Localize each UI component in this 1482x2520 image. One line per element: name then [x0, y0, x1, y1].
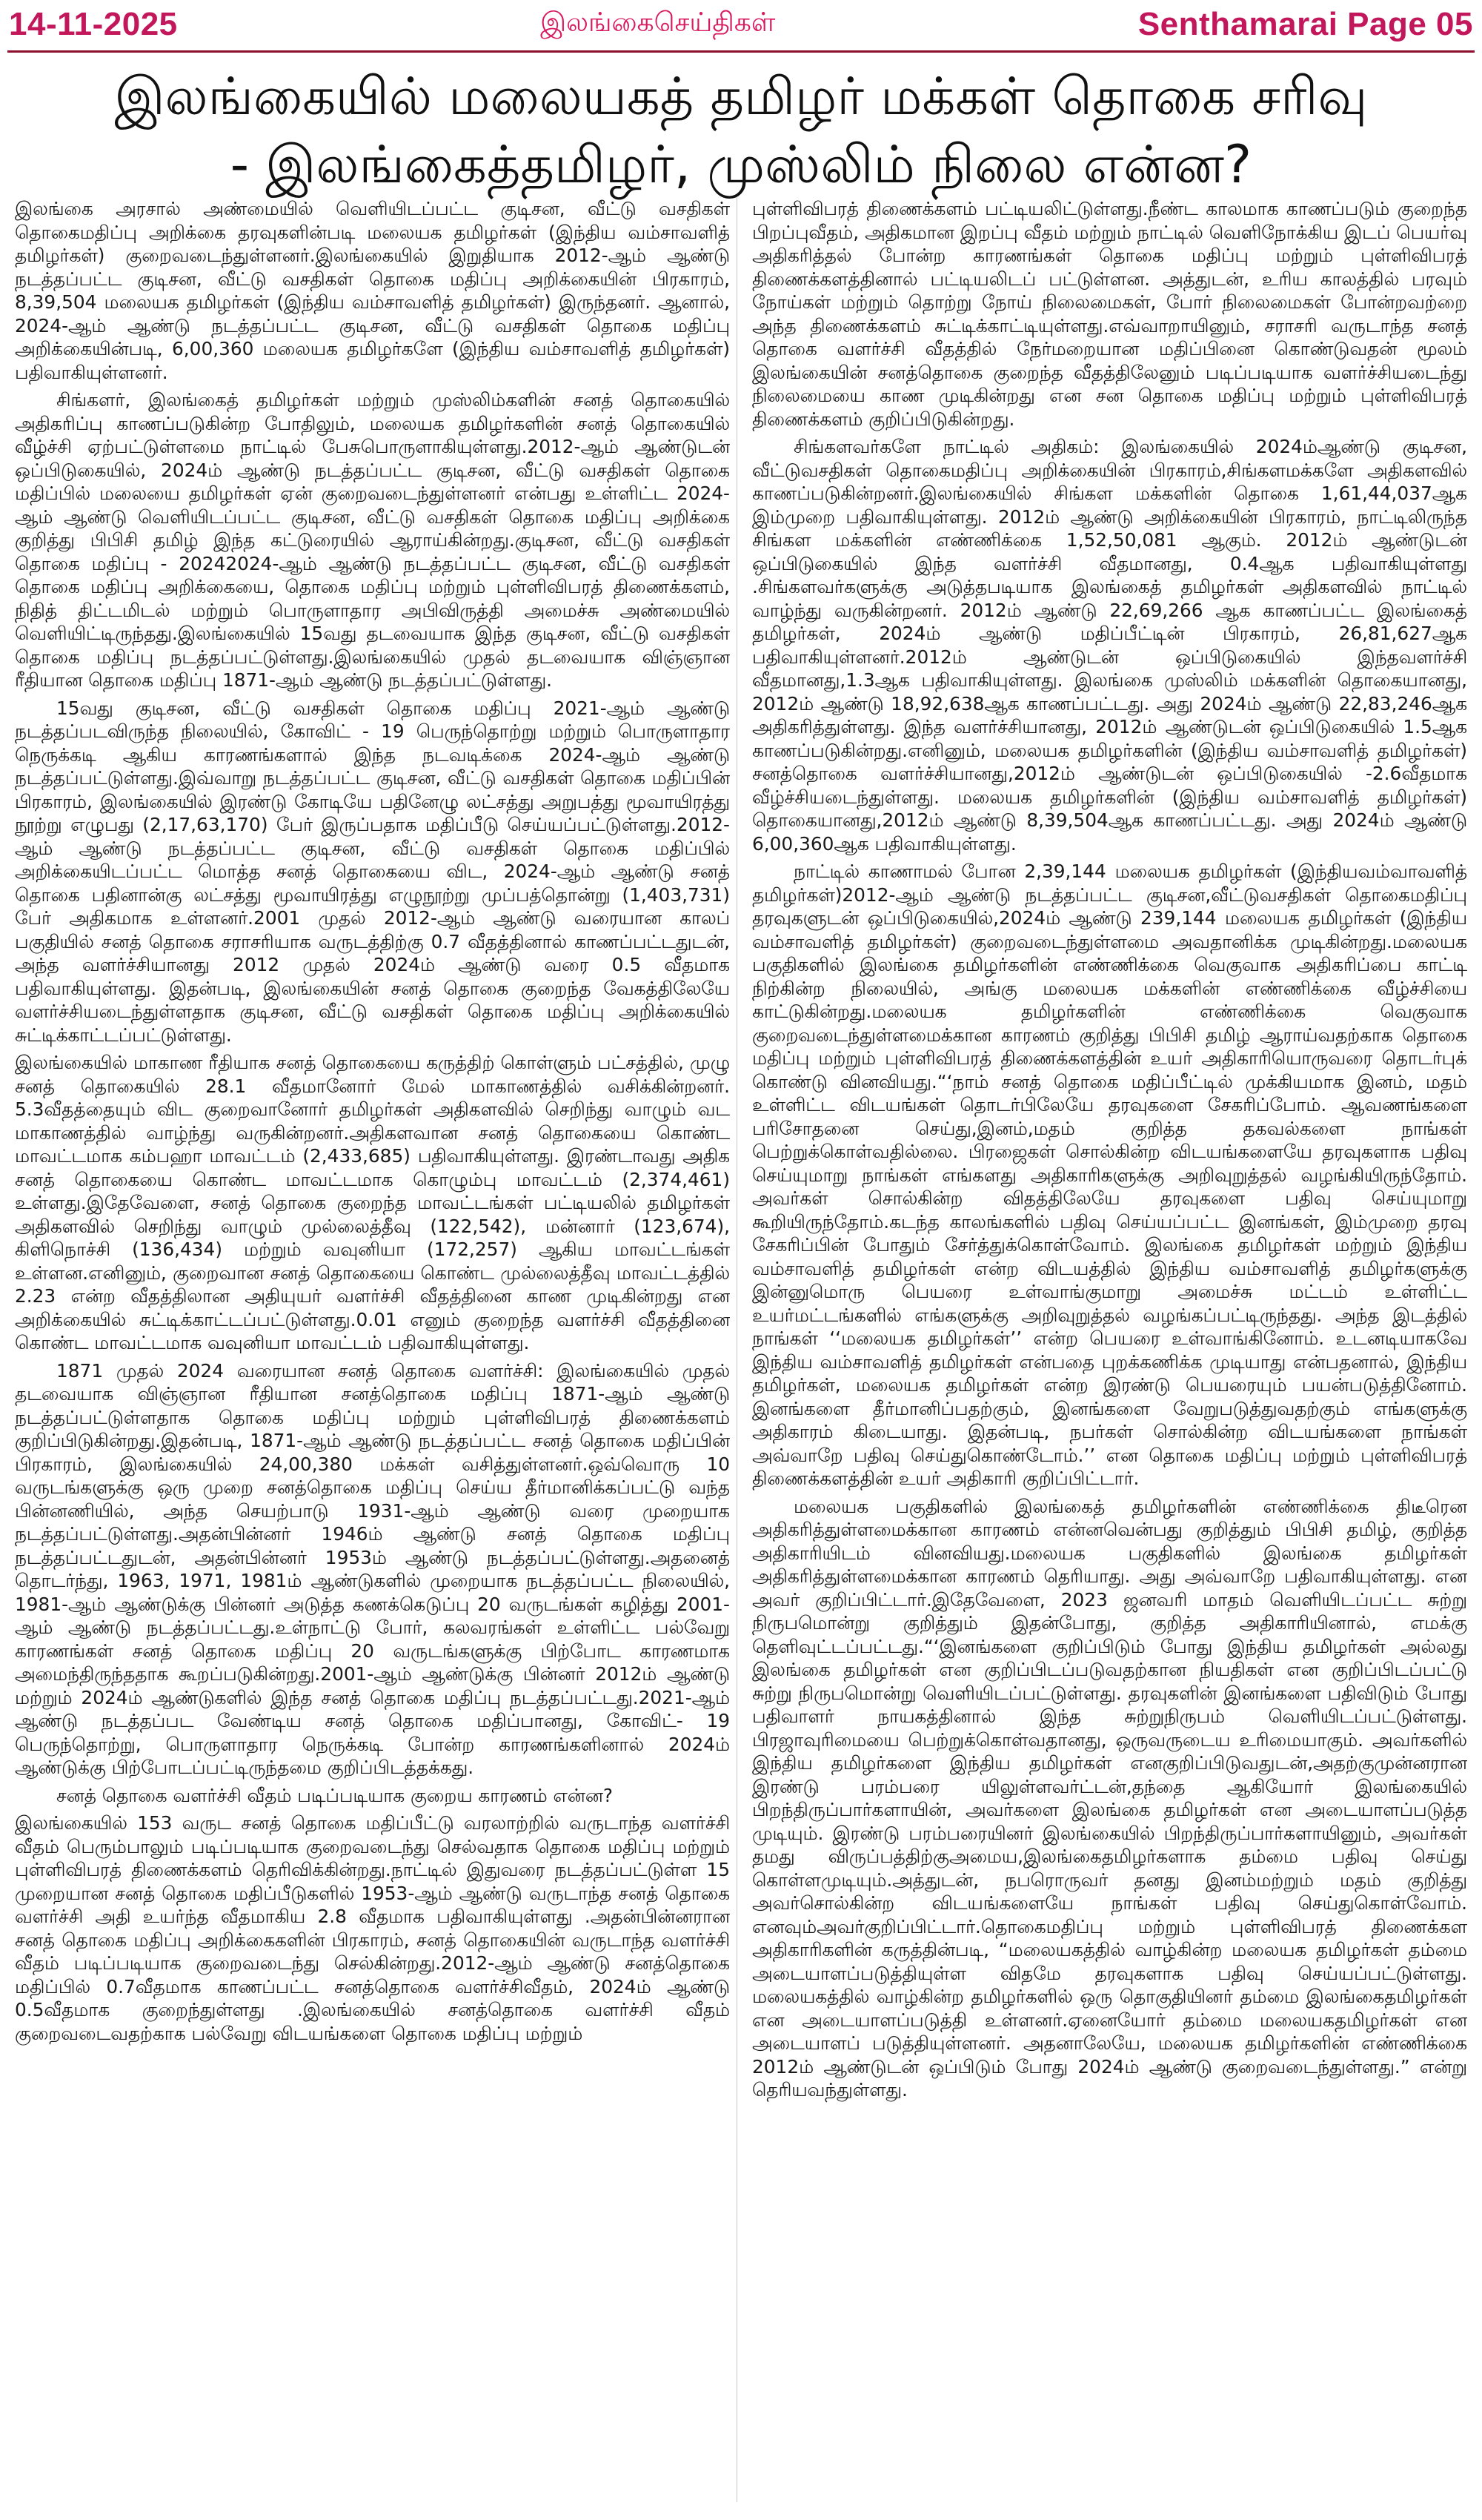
article-body [15, 197, 1467, 2510]
paragraph: இலங்கையில் 153 வருட சனத் தொகை மதிப்பீட்டு வரலாற்றில் வருடாந்த வளர்ச்சி வீதம் பெரும்பாலும் படிப்படியாக குறைவடைந்து செல்வதாக தொகை மதிப்பு மற்றும் புள்ளிவிபரத் திணைக்களம் தெரிவிக்கின்றது.நாட்டில் இதுவரை நடத்தப்பட்டுள்ள 15 முறையான சனத் தொகை மதிப்பீடுகளில் 1953-ஆம் ஆண்டு வருடாந்த சனத் தொகை வளர்ச்சி அதி உயர்ந்த வீதமாகிய 2.8 வீதமாக பதிவாகியுள்ளது .அதன்பின்னரான சனத் தொகை மதிப்பு அறிக்கைகளின் பிரகாரம், சனத் தொகையின் வருடாந்த வளர்ச்சி வீதம் படிப்படியாக குறைவடைந்து செல்கின்றது.2012-ஆம் ஆண்டு சனத்தொகை மதிப்பில் 0.7வீதமாக காணப்பட்ட சனத்தொகை வளர்ச்சிவீதம், 2024ம் ஆண்டு 0.5வீதமாக குறைந்துள்ளது .இலங்கையில் சனத்தொகை வளர்ச்சி வீதம் குறைவடைவதற்காக பல்வேறு விடயங்களை தொகை மதிப்பு மற்றும் [15, 1812, 730, 2044]
article-subheading: சனத் தொகை வளர்ச்சி வீதம் படிப்படியாக குறைய காரணம் என்ன? [56, 1784, 614, 1806]
section-title: இலங்கைசெய்திகள் [540, 7, 776, 38]
paragraph: சிங்களர், இலங்கைத் தமிழர்கள் மற்றும் முஸ்லிம்களின் சனத் தொகையில் அதிகரிப்பு காணப்படுகின்ற போதிலும், மலையக தமிழர்களின் சனத் தொகையில் வீழ்ச்சி ஏற்பட்டுள்ளமை நாட்டில் பேசுபொருளாகியுள்ளது.2012-ஆம் ஆண்டுடன் ஒப்பிடுகையில், 2024ம் ஆண்டு நடத்தப்பட்ட குடிசன, வீட்டு வசதிகள் தொகை மதிப்பில் மலையை தமிழர்கள் ஏன் குறைவடைந்துள்ளனர் என்பது உள்ளிட்ட 2024-ஆம் ஆண்டு வெளியிடப்பட்ட குடிசன, வீட்டு வசதிகள் தொகை மதிப்பு அறிக்கை குறித்து பிபிசி தமிழ் இந்த கட்டுரையில் ஆராய்கின்றது.குடிசன, வீட்டு வசதிகள் தொகை மதிப்பு - 20242024-ஆம் ஆண்டு நடத்தப்பட்ட குடிசன, வீட்டு வசதிகள் தொகை மதிப்பு அறிக்கையை, தொகை மதிப்பு மற்றும் புள்ளிவிபரத் திணைக்களம், நிதித் திட்டமிடல் மற்றும் பொருளாதார அபிவிருத்தி அமைச்சு அண்மையில் வெளியிட்டிருந்தது.இலங்கையில் 15வது தடவையாக இந்த குடிசன, வீட்டு வசதிகள் தொகை மதிப்பு நடத்தப்பட்டுள்ளது.இலங்கையில் முதல் தடவையாக விஞ்ஞான ரீதியான தொகை மதிப்பு 1871-ஆம் ஆண்டு நடத்தப்பட்டுள்ளது. [15, 389, 730, 691]
headline-line-1: இலங்கையில் மலையகத் தமிழர் மக்கள் தொகை சரிவு [114, 66, 1368, 127]
paragraph: நாட்டில் காணாமல் போன 2,39,144 மலையக தமிழர்கள் (இந்தியவம்வாவளித் தமிழர்கள்)2012-ஆம் ஆண்டு நடத்தப்பட்ட குடிசன,வீட்டுவசதிகள் தொகைமதிப்பு தரவுகளுடன் ஒப்பிடுகையில்,2024ம் ஆண்டு 239,144 மலையக தமிழர்கள் (இந்திய வம்சாவளித் தமிழர்கள்) குறைவடைந்துள்ளமை அவதானிக்க முடிகின்றது.மலையக பகுதிகளில் இலங்கை தமிழர்களின் எண்ணிக்கை வெகுவாக அதிகரிப்பை காட்டி நிற்கின்ற நிலையில், அங்கு மலையக மக்களின் எண்ணிக்கை வீழ்ச்சியை காட்டுகின்றது.மலையக தமிழர்களின் எண்ணிக்கை வெகுவாக குறைவடைந்துள்ளமைக்கான காரணம் குறித்து பிபிசி தமிழ் ஆராய்வதற்காக தொகை மதிப்பு மற்றும் புள்ளிவிபரத் திணைக்களத்தின் உயர் அதிகாரியொருவரை தொடர்புக் கொண்டு வினவியது.“‘நாம் சனத் தொகை மதிப்பீட்டில் முக்கியமாக இனம், மதம் உள்ளிட்ட விடயங்கள் தொடர்பிலேயே தரவுகளை சேகரிப்போம். ஆவணங்களை பரிசோதனை செய்து,இனம்,மதம் குறித்த தகவல்களை நாங்கள் பெற்றுக்கொள்வதில்லை. பிரஜைகள் சொல்கின்ற விடயங்களையே தரவுகளாக பதிவு செய்யுமாறு நாங்கள் எங்களது அதிகாரிகளுக்கு அறிவுறுத்தல் வழங்கியிருந்தோம். அவர்கள் சொல்கின்ற விதத்திலேயே தரவுகளை பதிவு செய்யுமாறு கூறியிருந்தோம்.கடந்த காலங்களில் பதிவு செய்யப்பட்ட இனங்கள், இம்முறை தரவு சேகரிப்பின் போதும் சேர்த்துக்கொள்வோம். இலங்கை தமிழர்கள் மற்றும் இந்திய வம்சாவளித் தமிழர்கள் என்ற விடயத்தில் இந்திய வம்சாவளித் தமிழர்களுக்கு இன்னுமொரு பெயரை உள்வாங்குமாறு அமைச்சு மட்டம் உள்ளிட்ட உயர்மட்டங்களில் எங்களுக்கு அறிவுறுத்தல் வழங்கப்பட்டிருந்தது. அந்த இடத்தில் நாங்கள் ‘‘மலையக தமிழர்கள்’’ என்ற பெயரை உள்வாங்கினோம். உடனடியாகவே இந்திய வம்சாவளித் தமிழர்கள் என்பதை புறக்கணிக்க முடியாது என்பதனால், இந்திய தமிழர்கள், மலையக தமிழர்கள் என்ற இரண்டு பெயரையும் பயன்படுத்தினோம். இனங்களை தீர்மானிப்பதற்கும், இனங்களை வேறுபடுத்துவதற்கும் எங்களுக்கு அதிகாரம் கிடையாது. இதன்படி, நபர்கள் சொல்கின்ற விடயங்களை நாங்கள் அவ்வாறே பதிவு செய்துகொண்டோம்.’’ என தொகை மதிப்பு மற்றும் புள்ளிவிபரத் திணைக்களத்தின் உயர் அதிகாரி குறிப்பிட்டார். [752, 861, 1467, 1489]
page-header [0, 0, 1482, 49]
issue-date: 14-11-2025 [9, 6, 178, 42]
paragraph: 15வது குடிசன, வீட்டு வசதிகள் தொகை மதிப்பு 2021-ஆம் ஆண்டு நடத்தப்படவிருந்த நிலையில், கோவிட் - 19 பெருந்தொற்று மற்றும் பொருளாதார நெருக்கடி ஆகிய காரணங்களால் இந்த நடவடிக்கை 2024-ஆம் ஆண்டு நடத்தப்பட்டுள்ளது.இவ்வாறு நடத்தப்பட்ட குடிசன, வீட்டு வசதிகள் தொகை மதிப்பின் பிரகாரம், இலங்கையில் இரண்டு கோடியே பதினேழு லட்சத்து அறுபத்து மூவாயிரத்து நூற்று எழுபது (2,17,63,170) பேர் இருப்பதாக மதிப்பீடு செய்யப்பட்டுள்ளது.2012-ஆம் ஆண்டு நடத்தப்பட்ட குடிசன, வீட்டு வசதிகள் தொகை மதிப்பில் அறிக்கையிடப்பட்ட மொத்த சனத் தொகையை விட, 2024-ஆம் ஆண்டு சனத் தொகை பதினான்கு லட்சத்து மூவாயிரத்து எழுநூற்று முப்பத்தொன்று (1,403,731) பேர் அதிகமாக உள்ளனர்.2001 முதல் 2012-ஆம் ஆண்டு வரையான காலப் பகுதியில் சனத் தொகை சராசரியாக வருடத்திற்கு 0.7 வீதத்தினால் காணப்பட்டதுடன், அந்த வளர்ச்சியானது 2012 முதல் 2024ம் ஆண்டு வரை 0.5 வீதமாக பதிவாகியுள்ளது. இதன்படி, இலங்கையின் சனத் தொகை குறைந்த வேகத்திலேயே வளர்ச்சியடைந்துள்ளதாக குடிசன, வீட்டு வசதிகள் தொகை மதிப்பு அறிக்கையில் சுட்டிக்காட்டப்பட்டுள்ளது. [15, 697, 730, 1046]
paragraph: இலங்கையில் மாகாண ரீதியாக சனத் தொகையை கருத்திற் கொள்ளும் பட்சத்தில், முழு சனத் தொகையில் 28.1 வீதமானோர் மேல் மாகாணத்தில் வசிக்கின்றனர். 5.3வீதத்தையும் விட குறைவானோர் தமிழர்கள் அதிகளவில் செறிந்து வாழும் வட மாகாணத்தில் வாழ்ந்து வருகின்றனர்.அதிகளவான சனத் தொகையை கொண்ட மாவட்டமாக கம்பஹா மாவட்டம் (2,433,685) பதிவாகியுள்ளது. இரண்டாவது அதிக சனத் தொகையை கொண்ட மாவட்டமாக கொழும்பு மாவட்டம் (2,374,461) உள்ளது.இதேவேளை, சனத் தொகை குறைந்த மாவட்டங்கள் பட்டியலில் தமிழர்கள் அதிகளவில் செறிந்து வாழும் முல்லைத்தீவு (122,542), மன்னார் (123,674), கிளிநொச்சி (136,434) மற்றும் வவுனியா (172,257) ஆகிய மாவட்டங்கள் உள்ளன.எனினும், குறைவான சனத் தொகையை கொண்ட முல்லைத்தீவு மாவட்டத்தில் 2.23 என்ற வீதத்திலான அதியுயர் வளர்ச்சி வீதத்தினை காண முடிகின்றது என அறிக்கையில் சுட்டிக்காட்டப்பட்டுள்ளது.0.01 எனும் குறைந்த வளர்ச்சி வீதத்தினை கொண்ட மாவட்டமாக வவுனியா மாவட்டம் பதிவாகியுள்ளது. [15, 1052, 730, 1353]
column-right [752, 197, 1467, 2510]
column-left [15, 197, 730, 2510]
article-headline [22, 62, 1460, 199]
paragraph: இலங்கை அரசால் அண்மையில் வெளியிடப்பட்ட குடிசன, வீட்டு வசதிகள் தொகைமதிப்பு அறிக்கை தரவுகளின்படி மலையக தமிழர்கள் (இந்திய வம்சாவளித் தமிழர்கள்) குறைவடைந்துள்ளனர்.இலங்கையில் இறுதியாக 2012-ஆம் ஆண்டு நடத்தப்பட்ட குடிசன, வீட்டு வசதிகள் தொகை மதிப்பு அறிக்கையின் பிரகாரம், 8,39,504 மலையக தமிழர்கள் (இந்திய வம்சாவளித் தமிழர்கள்) இருந்தனர். ஆனால், 2024-ஆம் ஆண்டு நடத்தப்பட்ட குடிசன, வீட்டு வசதிகள் தொகை மதிப்பு அறிக்கையின்படி, 6,00,360 மலையக தமிழர்களே (இந்திய வம்சாவளித் தமிழர்கள்) பதிவாகியுள்ளனர். [15, 198, 730, 383]
headline-line-2: - இலங்கைத்தமிழர், முஸ்லிம் நிலை என்ன? [230, 134, 1252, 195]
page-label: Senthamarai Page 05 [1137, 6, 1473, 42]
paragraph: சிங்களவர்களே நாட்டில் அதிகம்: இலங்கையில் 2024ம்ஆண்டு குடிசன, வீட்டுவசதிகள் தொகைமதிப்பு அறிக்கையின் பிரகாரம்,சிங்களமக்களே அதிகளவில் காணப்படுகின்றனர்.இலங்கையில் சிங்கள மக்களின் தொகை 1,61,44,037ஆக இம்முறை பதிவாகியுள்ளது. 2012ம் ஆண்டு அறிக்கையின் பிரகாரம், நாட்டிலிருந்த சிங்கள மக்களின் எண்ணிக்கை 1,52,50,081 ஆகும். 2012ம் ஆண்டுடன் ஒப்பிடுகையில் இந்த வளர்ச்சி வீதமானது, 0.4ஆக பதிவாகியுள்ளது .சிங்களவர்களுக்கு அடுத்தபடியாக இலங்கைத் தமிழர்கள் அதிகளவில் நாட்டில் வாழ்ந்து வருகின்றனர். 2012ம் ஆண்டு 22,69,266 ஆக காணப்பட்ட இலங்கைத் தமிழர்கள், 2024ம் ஆண்டு மதிப்பீட்டின் பிரகாரம், 26,81,627ஆக பதிவாகியுள்ளனர்.2012ம் ஆண்டுடன் ஒப்பிடுகையில் இந்தவளர்ச்சி வீதமானது,1.3ஆக பதிவாகியுள்ளது. இலங்கை முஸ்லிம் மக்களின் தொகையானது, 2012ம் ஆண்டு 18,92,638ஆக காணப்பட்டது. அது 2024ம் ஆண்டு 22,83,246ஆக அதிகரித்துள்ளது. இந்த வளர்ச்சியானது, 2012ம் ஆண்டுடன் ஒப்பிடுகையில் 1.5ஆக காணப்படுகின்றது.எனினும், மலையக தமிழர்களின் (இந்திய வம்சாவளித் தமிழர்கள்) சனத்தொகை வளர்ச்சியானது,2012ம் ஆண்டுடன் ஒப்பிடுகையில் -2.6வீதமாக வீழ்ச்சியடைந்துள்ளது. மலையக தமிழர்களின் (இந்திய வம்சாவளித் தமிழர்கள்) தொகையானது,2012ம் ஆண்டு 8,39,504ஆக காணப்பட்டது. அது 2024ம் ஆண்டு 6,00,360ஆக பதிவாகியுள்ளது. [752, 436, 1467, 855]
paragraph: 1871 முதல் 2024 வரையான சனத் தொகை வளர்ச்சி: இலங்கையில் முதல் தடவையாக விஞ்ஞான ரீதியான சனத்தொகை மதிப்பு 1871-ஆம் ஆண்டு நடத்தப்பட்டுள்ளதாக தொகை மதிப்பு மற்றும் புள்ளிவிபரத் திணைக்களம் குறிப்பிடுகின்றது.இதன்படி, 1871-ஆம் ஆண்டு நடத்தப்பட்ட சனத் தொகை மதிப்பின் பிரகாரம், இலங்கையில் 24,00,380 மக்கள் வசித்துள்ளனர்.ஒவ்வொரு 10 வருடங்களுக்கு ஒரு முறை சனத்தொகை மதிப்பு செய்ய தீர்மானிக்கப்பட்டு வந்த பின்னணியில், அந்த செயற்பாடு 1931-ஆம் ஆண்டு வரை முறையாக நடத்தப்பட்டுள்ளது.அதன்பின்னர் 1946ம் ஆண்டு சனத் தொகை மதிப்பு நடத்தப்பட்டதுடன், அதன்பின்னர் 1953ம் ஆண்டு நடத்தப்பட்டுள்ளது.அதனைத் தொடர்ந்து, 1963, 1971, 1981ம் ஆண்டுகளில் முறையாக நடத்தப்பட்ட நிலையில், 1981-ஆம் ஆண்டுக்கு பின்னர் அடுத்த கணக்கெடுப்பு 20 வருடங்கள் கழித்து 2001-ஆம் ஆண்டு நடத்தப்பட்டது.உள்நாட்டு போர், கலவரங்கள் உள்ளிட்ட பல்வேறு காரணங்கள் சனத் தொகை மதிப்பு 20 வருடங்களுக்கு பிற்போட காரணமாக அமைந்திருந்ததாக கூறப்படுகின்றது.2001-ஆம் ஆண்டுக்கு பின்னர் 2012ம் ஆண்டு மற்றும் 2024ம் ஆண்டுகளில் இந்த சனத் தொகை மதிப்பு நடத்தப்பட்டது.2021-ஆம் ஆண்டு நடத்தப்பட வேண்டிய சனத் தொகை மதிப்பானது, கோவிட்- 19 பெருந்தொற்று, பொருளாதார நெருக்கடி போன்ற காரணங்களினால் 2024ம் ஆண்டுக்கு பிற்போடப்பட்டிருந்தமை குறிப்பிடத்தக்கது. [15, 1359, 730, 1778]
paragraph: மலையக பகுதிகளில் இலங்கைத் தமிழர்களின் எண்ணிக்கை திடீரென அதிகரித்துள்ளமைக்கான காரணம் என்னவென்பது குறித்தும் பிபிசி தமிழ், குறித்த அதிகாரியிடம் வினவியது.மலையக பகுதிகளில் இலங்கை தமிழர்கள் அதிகரித்துள்ளமைக்கான காரணம் தெரியாது. அது அவ்வாறே பதிவாகியுள்ளது. என அவர் குறிப்பிட்டார்.இதேவேளை, 2023 ஜனவரி மாதம் வெளியிடப்பட்ட சுற்று நிருபமொன்று குறித்தும் இதன்போது, குறித்த அதிகாரியினால், எமக்கு தெளிவுட்டப்பட்டது.“‘இனங்களை குறிப்பிடும் போது இந்திய தமிழர்கள் அல்லது இலங்கை தமிழர்கள் என குறிப்பிடப்படுவதற்கான நியதிகள் என குறிப்பிடப்பட்டு சுற்று நிருபமொன்று வெளியிடப்பட்டுள்ளது. தரவுகளின் இனங்களை பதிவிடும் போது பதிவாளர் நாயகத்தினால் இந்த சுற்றுநிருபம் வெளியிடப்பட்டுள்ளது. பிரஜாவுரிமையை பெற்றுக்கொள்வதானது, ஒருவருடைய உரிமையாகும். அவர்களில் இந்திய தமிழர்களை இந்திய தமிழர்கள் எனகுறிப்பிடுவதுடன்,அதற்குமுன்னரான இரண்டு பரம்பரை யிலுள்ளவர்ட்டன்,தந்தை ஆகியோர் இலங்கையில் பிறந்திருப்பார்களாயின், அவர்களை இலங்கை தமிழர்கள் என அடையாளப்படுத்த முடியும். இரண்டு பரம்பரையினர் இலங்கையில் பிறந்திருப்பார்களாயினும், அவர்கள் தமது விருப்பத்திற்குஅமைய,இலங்கைதமிழர்களாக தம்மை பதிவு செய்து கொள்ளமுடியும்.அத்துடன், நபரொருவர் தனது இனம்மற்றும் மதம் குறித்து அவர்சொல்கின்ற விடயங்களையே நாங்கள் பதிவு செய்துகொள்வோம். எனவும்அவர்குறிப்பிட்டார்.தொகைமதிப்பு மற்றும் புள்ளிவிபரத் திணைக்கள அதிகாரிகளின் கருத்தின்படி, “மலையகத்தில் வாழ்கின்ற மலையக தமிழர்கள் தம்மை அடையாளப்படுத்தியுள்ள விதமே தரவுகளாக பதிவு செய்யப்பட்டுள்ளது. மலையகத்தில் வாழ்கின்ற தமிழர்களில் ஒரு தொகுதியினர் தம்மை இலங்கைதமிழர்கள் என அடையாளப்படுத்தி உள்ளனர்.ஏனையோர் தம்மை மலையகதமிழர்கள் என அடையாளப் படுத்தியுள்ளனர். அதனாலேயே, மலையக தமிழர்களின் எண்ணிக்கை 2012ம் ஆண்டுடன் ஒப்பிடும் போது 2024ம் ஆண்டு குறைவடைந்துள்ளது.” என்று தெரியவந்துள்ளது. [752, 1495, 1467, 2100]
paragraph: புள்ளிவிபரத் திணைக்களம் பட்டியலிட்டுள்ளது.நீண்ட காலமாக காணப்படும் குறைந்த பிறப்புவீதம், அதிகமான இறப்பு வீதம் மற்றும் நாட்டில் வெளிநோக்கிய இடப் பெயர்வு அதிகரித்தல் போன்ற காரணங்கள் தொகை மதிப்பு மற்றும் புள்ளிவிபரத் திணைக்களத்தினால் பட்டியலிடப் பட்டுள்ளன. அத்துடன், உரிய காலத்தில் பரவும் நோய்கள் மற்றும் தொற்று நோய் நிலைமைகள், போர் நிலைமைகள் போன்றவற்றை அந்த திணைக்களம் சுட்டிக்காட்டியுள்ளது.எவ்வாறாயினும், சராசரி வருடாந்த சனத் தொகை வளர்ச்சி வீதத்தில் நேர்மறையான மதிப்பினை கொண்டுவதன் மூலம் இலங்கையின் சனத்தொகை குறைந்த வீதத்திலேனும் படிப்படியாக வளர்ச்சியடைந்து நிலைமையை காண முடிகின்றது என சன தொகை மதிப்பு மற்றும் புள்ளிவிபரத் திணைக்களம் குறிப்பிடுகின்றது. [752, 198, 1467, 430]
header-divider [7, 50, 1475, 53]
